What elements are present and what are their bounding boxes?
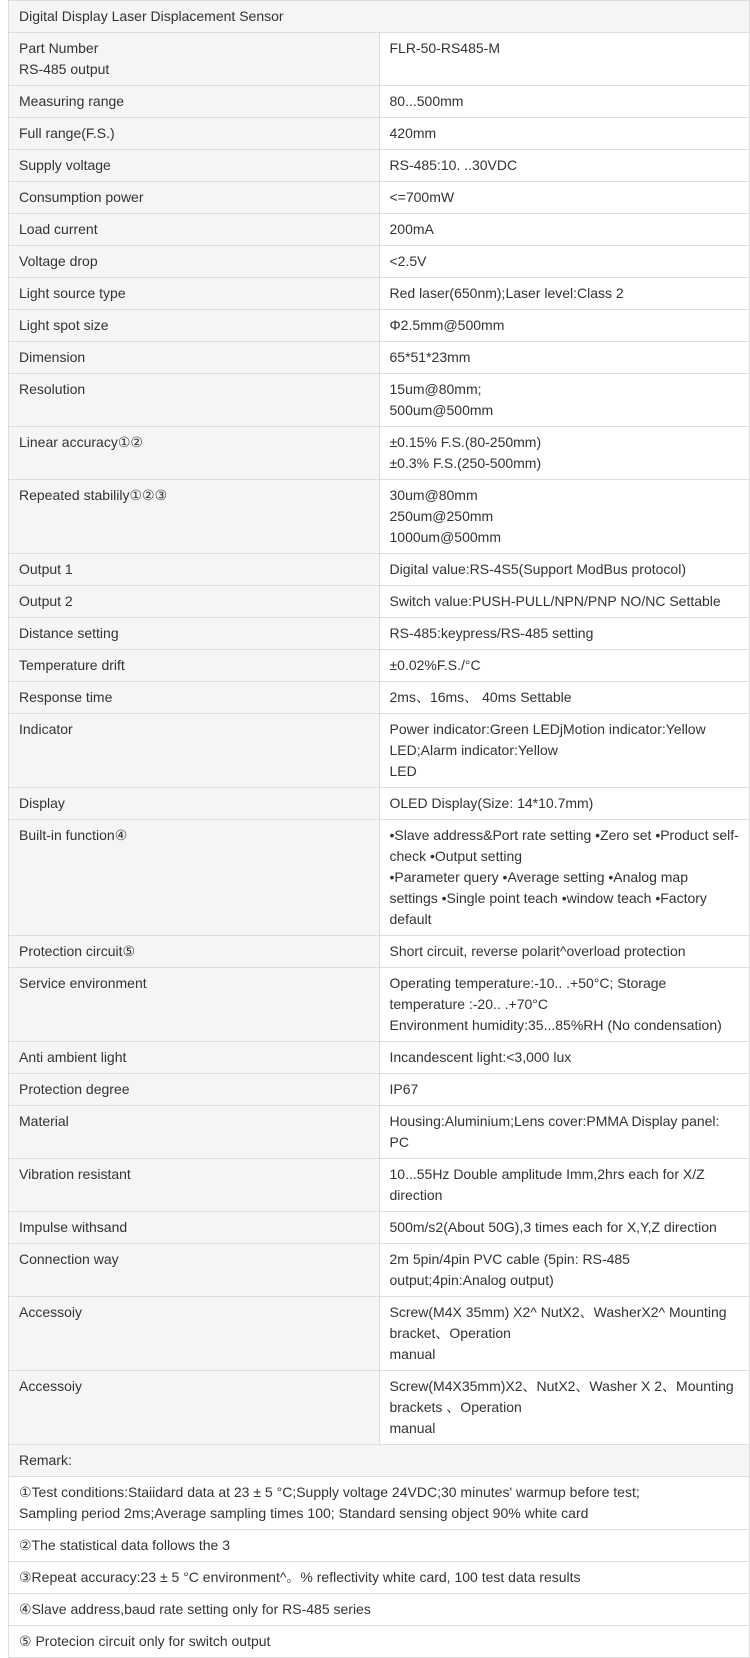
cell-line: Linear accuracy①② <box>19 434 143 450</box>
spec-row <box>9 650 750 682</box>
cell-line: 65*51*23mm <box>389 349 471 365</box>
spec-label <box>9 682 380 714</box>
spec-value <box>379 1371 750 1445</box>
spec-row <box>9 1042 750 1074</box>
spec-row <box>9 118 750 150</box>
note-text <box>9 1626 750 1658</box>
spec-label <box>9 1371 380 1445</box>
spec-label <box>9 33 380 86</box>
cell-line: Distance setting <box>19 625 119 641</box>
spec-value <box>379 1212 750 1244</box>
cell-line: Protection circuit⑤ <box>19 943 136 959</box>
cell-line: Full range(F.S.) <box>19 125 115 141</box>
spec-row <box>9 788 750 820</box>
cell-line: <2.5V <box>389 253 427 269</box>
spec-value <box>379 1244 750 1297</box>
cell-line: Indicator <box>19 721 73 737</box>
spec-label <box>9 214 380 246</box>
spec-value <box>379 182 750 214</box>
spec-label <box>9 1042 380 1074</box>
cell-line: Vibration resistant <box>19 1166 131 1182</box>
spec-label <box>9 86 380 118</box>
spec-value <box>379 968 750 1042</box>
cell-line: 2ms、16ms、 40ms Settable <box>389 689 572 705</box>
note-row <box>9 1562 750 1594</box>
spec-label <box>9 427 380 480</box>
spec-row <box>9 1106 750 1159</box>
cell-line: Accessoiy <box>19 1378 83 1394</box>
spec-row <box>9 374 750 427</box>
spec-value <box>379 1159 750 1212</box>
spec-label <box>9 342 380 374</box>
spec-value <box>379 214 750 246</box>
cell-line: ②The statistical data follows the 3 <box>19 1537 230 1553</box>
spec-label <box>9 150 380 182</box>
spec-label <box>9 246 380 278</box>
spec-row <box>9 820 750 936</box>
spec-table <box>8 0 750 1658</box>
cell-line: Protection degree <box>19 1081 130 1097</box>
cell-line: Consumption power <box>19 189 144 205</box>
cell-line: •Slave address&Port rate setting •Zero set •Product self-check •Output setting <box>389 827 739 864</box>
spec-label <box>9 586 380 618</box>
spec-row <box>9 310 750 342</box>
spec-value <box>379 246 750 278</box>
spec-value <box>379 650 750 682</box>
spec-row <box>9 33 750 86</box>
spec-row <box>9 618 750 650</box>
spec-row <box>9 150 750 182</box>
cell-line: Housing:Aluminium;Lens cover:PMMA Display panel: PC <box>389 1113 720 1150</box>
spec-label <box>9 1159 380 1212</box>
spec-label <box>9 1212 380 1244</box>
note-row <box>9 1594 750 1626</box>
cell-line: 250um@250mm <box>389 508 494 524</box>
cell-line: manual <box>389 1346 436 1362</box>
cell-line: Material <box>19 1113 69 1129</box>
spec-value <box>379 820 750 936</box>
spec-row <box>9 682 750 714</box>
cell-line: Light spot size <box>19 317 109 333</box>
spec-label <box>9 480 380 554</box>
spec-value <box>379 682 750 714</box>
cell-line: •Parameter query •Average setting •Analog map <box>389 869 688 885</box>
cell-line: IP67 <box>389 1081 419 1097</box>
spec-label <box>9 118 380 150</box>
spec-label <box>9 1106 380 1159</box>
spec-value <box>379 788 750 820</box>
cell-line: Screw(M4X35mm)X2、NutX2、Washer X 2、Mounting brackets 、Operation <box>389 1378 734 1415</box>
cell-line: Digital value:RS-4S5(Support ModBus protocol) <box>389 561 686 577</box>
note-row <box>9 1626 750 1658</box>
cell-line: OLED Display(Size: 14*10.7mm) <box>389 795 594 811</box>
spec-value <box>379 480 750 554</box>
spec-value <box>379 1042 750 1074</box>
note-text <box>9 1562 750 1594</box>
spec-value <box>379 1297 750 1371</box>
cell-line: Screw(M4X 35mm) X2^ NutX2、WasherX2^ Mounting bracket、Operation <box>389 1304 727 1341</box>
cell-line: Load current <box>19 221 98 237</box>
spec-value <box>379 1074 750 1106</box>
spec-row <box>9 214 750 246</box>
cell-line: Supply voltage <box>19 157 111 173</box>
spec-label <box>9 968 380 1042</box>
note-row <box>9 1477 750 1530</box>
cell-line: Switch value:PUSH-PULL/NPN/PNP NO/NC Settable <box>389 593 721 609</box>
spec-row <box>9 480 750 554</box>
spec-label <box>9 278 380 310</box>
cell-line: Impulse withsand <box>19 1219 128 1235</box>
spec-label <box>9 618 380 650</box>
spec-label <box>9 1297 380 1371</box>
spec-value <box>379 86 750 118</box>
spec-label <box>9 714 380 788</box>
cell-line: 500um@500mm <box>389 402 494 418</box>
cell-line: Display <box>19 795 65 811</box>
cell-line: 1000um@500mm <box>389 529 501 545</box>
cell-line: Operating temperature:-10.. .+50°C; Storage temperature :-20.. .+70°C <box>389 975 667 1012</box>
cell-line: Part Number <box>19 40 99 56</box>
cell-line: 80...500mm <box>389 93 464 109</box>
spec-row <box>9 182 750 214</box>
cell-line: RS-485 output <box>19 61 110 77</box>
cell-line: 10...55Hz Double amplitude Imm,2hrs each for X/Z direction <box>389 1166 705 1203</box>
cell-line: Connection way <box>19 1251 119 1267</box>
cell-line: Sampling period 2ms;Average sampling times 100; Standard sensing object 90% white card <box>19 1505 589 1521</box>
table-title: Digital Display Laser Displacement Sensor <box>9 1 750 33</box>
spec-row <box>9 936 750 968</box>
spec-row <box>9 968 750 1042</box>
spec-value <box>379 310 750 342</box>
cell-line: Built-in function④ <box>19 827 128 843</box>
spec-value <box>379 150 750 182</box>
cell-line: ⑤ Protecion circuit only for switch output <box>19 1633 271 1649</box>
spec-row <box>9 278 750 310</box>
cell-line: Anti ambient light <box>19 1049 127 1065</box>
spec-row <box>9 1297 750 1371</box>
cell-line: Accessoiy <box>19 1304 83 1320</box>
cell-line: Resolution <box>19 381 86 397</box>
cell-line: settings •Single point teach •window teach •Factory default <box>389 890 707 927</box>
spec-label <box>9 182 380 214</box>
spec-row <box>9 1159 750 1212</box>
spec-row <box>9 1371 750 1445</box>
cell-line: FLR-50-RS485-M <box>389 40 500 56</box>
title-row <box>9 1 750 33</box>
cell-line: Short circuit, reverse polarit^overload protection <box>389 943 686 959</box>
spec-row <box>9 586 750 618</box>
spec-value <box>379 33 750 86</box>
spec-row <box>9 1212 750 1244</box>
spec-row <box>9 554 750 586</box>
cell-line: RS-485:keypress/RS-485 setting <box>389 625 594 641</box>
spec-value <box>379 714 750 788</box>
cell-line: ④Slave address,baud rate setting only for RS-485 series <box>19 1601 371 1617</box>
cell-line: Output 1 <box>19 561 73 577</box>
cell-line: Φ2.5mm@500mm <box>389 317 505 333</box>
spec-label <box>9 1244 380 1297</box>
spec-label <box>9 310 380 342</box>
spec-value <box>379 427 750 480</box>
cell-line: 2m 5pin/4pin PVC cable (5pin: RS-485 output;4pin:Analog output) <box>389 1251 630 1288</box>
spec-label <box>9 820 380 936</box>
spec-label <box>9 554 380 586</box>
note-text <box>9 1594 750 1626</box>
cell-line: manual <box>389 1420 436 1436</box>
spec-label <box>9 936 380 968</box>
note-text <box>9 1530 750 1562</box>
spec-value <box>379 342 750 374</box>
cell-line: ±0.3% F.S.(250-500mm) <box>389 455 542 471</box>
cell-line: Red laser(650nm);Laser level:Class 2 <box>389 285 624 301</box>
spec-value <box>379 118 750 150</box>
spec-value <box>379 936 750 968</box>
cell-line: Dimension <box>19 349 86 365</box>
spec-row <box>9 86 750 118</box>
cell-line: LED <box>389 763 417 779</box>
spec-label <box>9 650 380 682</box>
cell-line: 200mA <box>389 221 434 237</box>
cell-line: ①Test conditions:Staiidard data at 23 ± 5 °C;Supply voltage 24VDC;30 minutes' warmup before test; <box>19 1484 640 1500</box>
cell-line: 30um@80mm <box>389 487 478 503</box>
cell-line: ±0.15% F.S.(80-250mm) <box>389 434 542 450</box>
spec-label <box>9 788 380 820</box>
cell-line: Environment humidity:35...85%RH (No condensation) <box>389 1017 722 1033</box>
spec-value <box>379 374 750 427</box>
spec-row <box>9 246 750 278</box>
cell-line: Temperature drift <box>19 657 125 673</box>
spec-row <box>9 427 750 480</box>
cell-line: Output 2 <box>19 593 73 609</box>
spec-row <box>9 1074 750 1106</box>
cell-line: Service environment <box>19 975 147 991</box>
spec-value <box>379 618 750 650</box>
remark-row <box>9 1445 750 1477</box>
spec-row <box>9 1244 750 1297</box>
cell-line: 420mm <box>389 125 437 141</box>
spec-value <box>379 278 750 310</box>
remark-label: Remark: <box>9 1445 750 1477</box>
spec-value <box>379 554 750 586</box>
cell-line: 500m/s2(About 50G),3 times each for X,Y,Z direction <box>389 1219 717 1235</box>
cell-line: Measuring range <box>19 93 125 109</box>
spec-value <box>379 586 750 618</box>
spec-label <box>9 374 380 427</box>
cell-line: Voltage drop <box>19 253 98 269</box>
spec-row <box>9 342 750 374</box>
cell-line: Response time <box>19 689 113 705</box>
cell-line: <=700mW <box>389 189 455 205</box>
cell-line: Light source type <box>19 285 126 301</box>
cell-line: ③Repeat accuracy:23 ± 5 °C environment^。% reflectivity white card, 100 test data results <box>19 1569 581 1585</box>
cell-line: 15um@80mm; <box>389 381 482 397</box>
spec-value <box>379 1106 750 1159</box>
note-text <box>9 1477 750 1530</box>
cell-line: Power indicator:Green LEDjMotion indicator:Yellow LED;Alarm indicator:Yellow <box>389 721 706 758</box>
cell-line: RS-485:10. ..30VDC <box>389 157 518 173</box>
note-row <box>9 1530 750 1562</box>
spec-label <box>9 1074 380 1106</box>
cell-line: ±0.02%F.S./°C <box>389 657 481 673</box>
cell-line: Repeated stabilily①②③ <box>19 487 168 503</box>
spec-row <box>9 714 750 788</box>
cell-line: Incandescent light:<3,000 lux <box>389 1049 572 1065</box>
